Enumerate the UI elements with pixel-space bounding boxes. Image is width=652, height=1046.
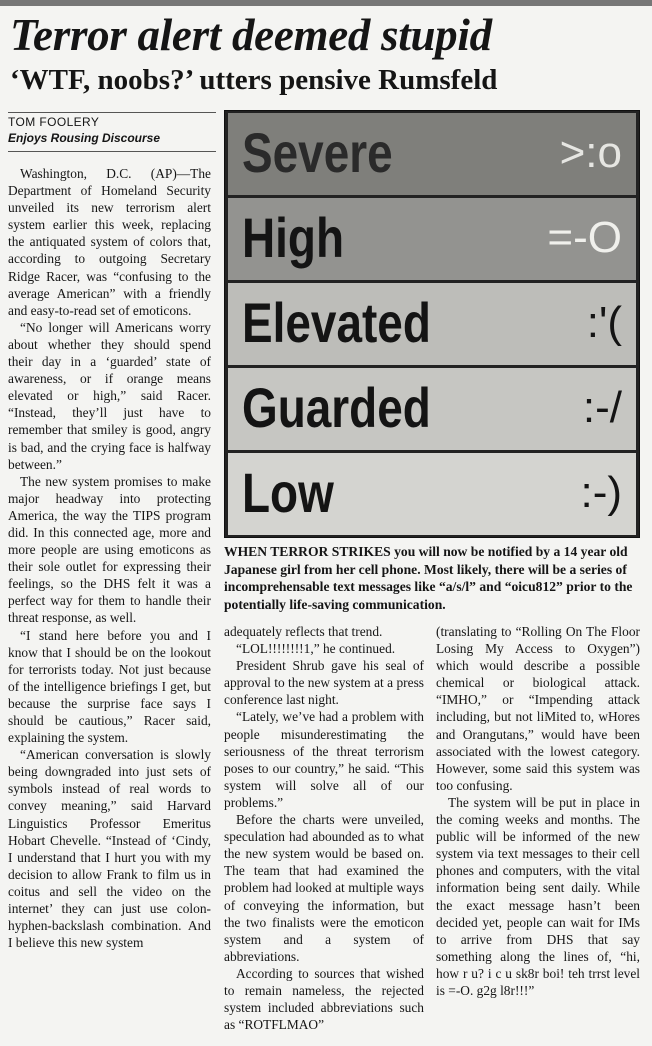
article-paragraph: “No longer will Americans worry about whether they should spend their day in a ‘guarded’ state of awareness, or if orange means elevated or high,” said Racer. “Instead, they’ll just have to remember that smiley is good, angry is bad, and the crying face is halfway between.” xyxy=(8,319,211,472)
byline xyxy=(8,114,223,146)
terror-alert-chart xyxy=(224,110,640,538)
alert-level-elevated xyxy=(228,283,636,367)
byline-beat: Enjoys Rousing Discourse xyxy=(8,131,161,145)
alert-level-low xyxy=(228,453,636,535)
article-paragraph: adequately reflects that trend. xyxy=(224,624,383,639)
article-paragraph: “I stand here before you and I know that I should be on the lookout for terrorists today. Not just because of the intelligence briefings I get, but because the surprise face says I should be cautious,” Racer said, explaining the system. xyxy=(8,627,211,746)
top-border xyxy=(0,0,652,6)
article-paragraph: “Lately, we’ve had a problem with people misunderestimating the seriousness of the threat terrorism poses to our country,” he said. “This system will solve all of our problems.” xyxy=(224,709,424,810)
article-paragraph: “American conversation is slowly being downgraded into just sets of symbols instead of real words to convey meaning,” said Harvard Linguistics Professor Emeritus Hobart Chevelle. “Instead of ‘Cindy, I understand that I hurt you with my decision to allow Frank to film us in coitus and sell the video on the internet’ they can just use colon-hyphen-backslash combination. And I believe this new system xyxy=(8,747,211,951)
article-paragraph: The new system promises to make major headway into protecting America, the way the TIPS program did. In this connected age, more and more people are using emoticons as their sole outlet for expressing their feelings, so the DHS felt it was a perfect way for them to handle their threat response, as well. xyxy=(8,473,211,626)
article-paragraph: Washington, D.C. (AP)—The Department of Homeland Security unveiled its new terrorism alert system earlier this week, replacing the antiquated system of colors that, according to outgoing Secretary Ridge Racer, was “confusing to the average American” with a friendly and easy-to-read set of emoticons. xyxy=(8,166,211,318)
headline: Terror alert deemed stupid xyxy=(10,10,492,60)
alert-level-name: Severe xyxy=(242,121,393,184)
alert-level-high xyxy=(228,198,636,282)
alert-level-name: Elevated xyxy=(242,291,431,354)
article-paragraph: Before the charts were unveiled, speculation had abounded as to what the new system would be based on. The team that had examined the problem had looked at multiple ways of conveying the information, but the two finalists were the emoticon system and a system of abbreviations. xyxy=(224,812,424,964)
alert-level-emoticon: :'( xyxy=(586,298,622,347)
article-paragraph: President Shrub gave his seal of approval to the new system at a press conference last night. xyxy=(224,658,424,708)
alert-level-name: Guarded xyxy=(242,376,431,439)
alert-level-emoticon: :-) xyxy=(580,468,622,517)
byline-rule-bottom xyxy=(8,151,216,152)
alert-level-name: High xyxy=(242,206,345,269)
subheadline: ‘WTF, noobs?’ utters pensive Rumsfeld xyxy=(10,64,498,96)
article-paragraph: The system will be put in place in the coming weeks and months. The public will be informed of the new system via text messages to their cell phones and computers, with the vital information being sent daily. While the exact message hasn’t been decided yet, people can wait for IMs to arrive from DHS that say something along the lines of, “hi, how r u? i c u sk8r boi! teh trrst level is =-O. g2g l8r!!!” xyxy=(436,794,640,998)
byline-rule-top xyxy=(8,112,216,113)
alert-level-severe xyxy=(228,113,636,197)
byline-author: TOM FOOLERY xyxy=(8,115,100,129)
alert-level-emoticon: >:o xyxy=(559,128,622,177)
article-paragraph: According to sources that wished to remain nameless, the rejected system included abbreviations such as “ROTFLMAO” xyxy=(224,965,424,1033)
article-column-2 xyxy=(224,623,424,1033)
alert-level-emoticon: :-/ xyxy=(582,383,622,432)
article-column-3 xyxy=(436,623,640,999)
article-paragraph: (translating to “Rolling On The Floor Losing My Access to Oxygen”) which would describe a possible chemical or biological attack. “IMHO,” or “Impending attack including, but not liMited to, wHores and Orangutans,” would have been associated with the lowest category. However, some said this system was too confusing. xyxy=(436,624,640,793)
article-column-1 xyxy=(8,165,211,951)
alert-level-guarded xyxy=(228,368,636,452)
alert-level-emoticon: =-O xyxy=(547,213,622,262)
article-paragraph: “LOL!!!!!!!!1,” he continued. xyxy=(236,641,396,657)
alert-level-name: Low xyxy=(242,461,334,524)
photo-caption: WHEN TERROR STRIKES you will now be notified by a 14 year old Japanese girl from her cell phone. Most likely, there will be a series of incomprehensable text messages like “a/s/l” and “oicu812” prior to the potentially life-saving communication. xyxy=(224,544,633,612)
